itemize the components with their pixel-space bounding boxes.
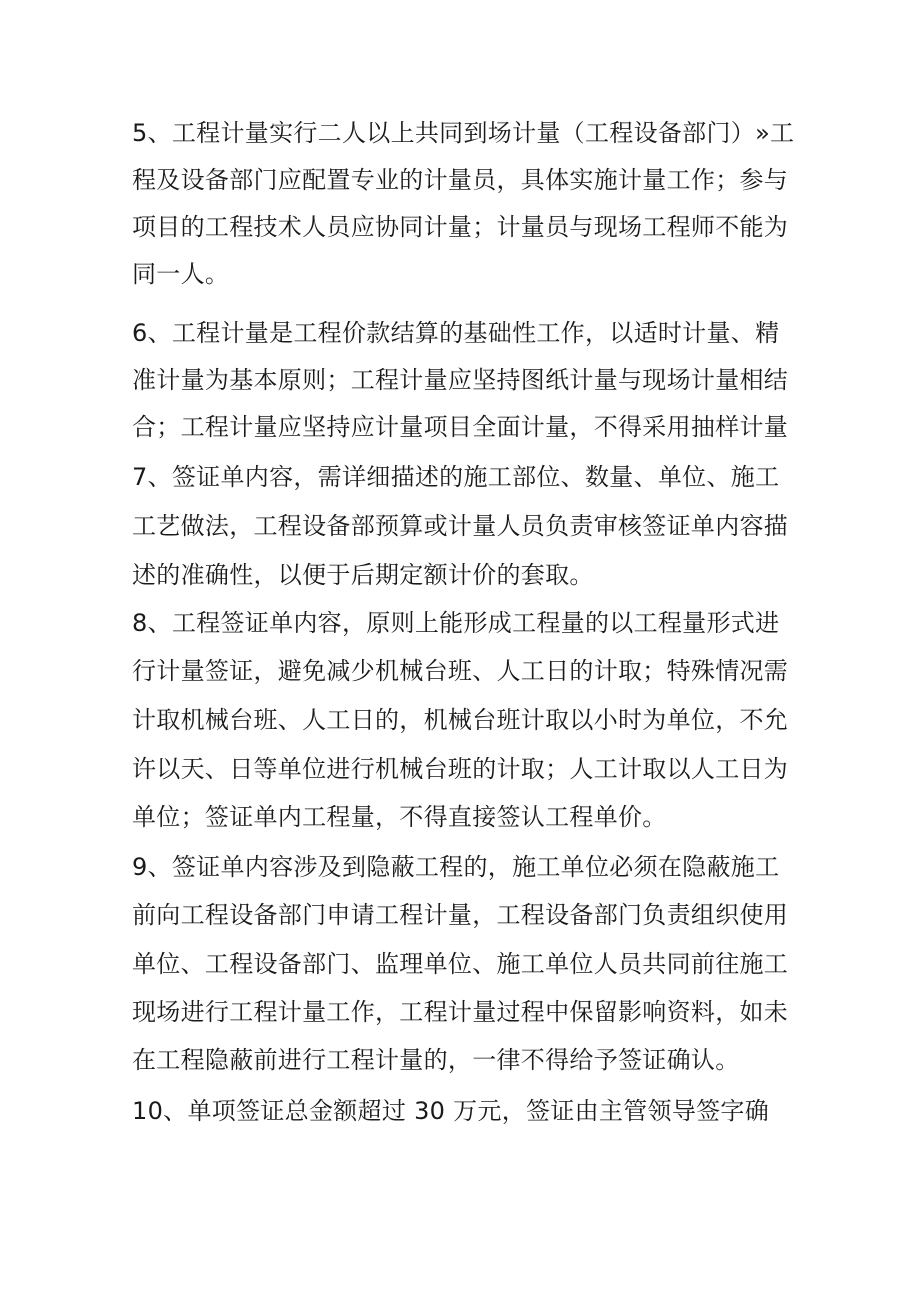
paragraph-5-line-2: 程及设备部门应配置专业的计量员，具体实施计量工作；参与 [132,166,789,194]
paragraph-9-line-4: 现场进行工程计量工作，工程计量过程中保留影响资料，如未 [132,998,789,1026]
paragraph-9-line-5: 在工程隐蔽前进行工程计量的，一律不得给予签证确认。 [132,1046,740,1074]
paragraph-8-line-1: 8、工程签证单内容，原则上能形成工程量的以工程量形式进 [132,609,780,637]
paragraph-9-line-3: 单位、工程设备部门、监理单位、施工单位人员共同前往施工 [132,950,789,978]
paragraph-8-line-5: 单位；签证单内工程量，不得直接签认工程单价。 [132,803,667,831]
paragraph-9-line-1: 9、签证单内容涉及到隐蔽工程的，施工单位必须在隐蔽施工 [132,853,780,881]
paragraph-8-line-4: 许以天、日等单位进行机械台班的计取；人工计取以人工日为 [132,755,789,783]
paragraph-6-line-2: 准计量为基本原则；工程计量应坚持图纸计量与现场计量相结 [132,366,789,394]
paragraph-8-line-3: 计取机械台班、人工日的，机械台班计取以小时为单位，不允 [132,706,789,734]
paragraph-8-line-2: 行计量签证，避免减少机械台班、人工日的计取；特殊情况需 [132,657,789,685]
paragraph-9-line-2: 前向工程设备部门申请工程计量，工程设备部门负责组织使用 [132,901,789,929]
paragraph-6-line-1: 6、工程计量是工程价款结算的基础性工作，以适时计量、精 [132,319,780,347]
paragraph-5-line-1: 5、工程计量实行二人以上共同到场计量（工程设备部门）»工 [132,119,795,147]
paragraph-7-line-3: 述的准确性，以便于后期定额计价的套取。 [132,561,594,589]
paragraph-7-line-2: 工艺做法，工程设备部预算或计量人员负责审核签证单内容描 [132,512,789,540]
paragraph-6-line-3: 合；工程计量应坚持应计量项目全面计量，不得采用抽样计量 [132,413,789,441]
paragraph-10-line-1: 10、单项签证总金额超过 30 万元，签证由主管领导签字确 [132,1097,770,1125]
paragraph-5-line-3: 项目的工程技术人员应协同计量；计量员与现场工程师不能为 [132,213,789,241]
paragraph-5-line-4: 同一人。 [132,260,230,288]
paragraph-7-line-1: 7、签证单内容，需详细描述的施工部位、数量、单位、施工 [132,463,780,491]
